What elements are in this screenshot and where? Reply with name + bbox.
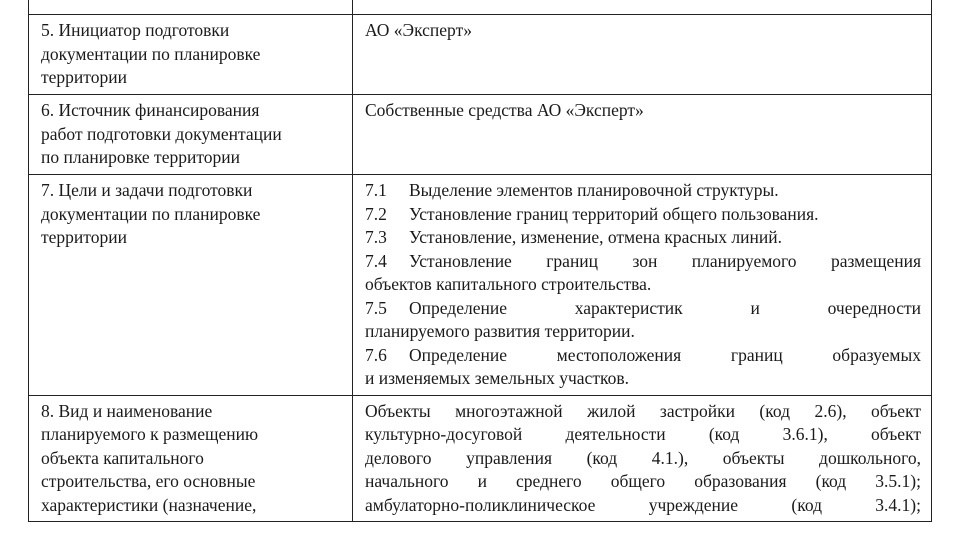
- text-line: АО «Эксперт»: [365, 20, 472, 40]
- goal-text: Установление границ территорий общего пользования.: [409, 203, 819, 224]
- goal-item: [365, 179, 921, 203]
- goal-item: [365, 203, 921, 227]
- text-line: Объекты многоэтажной жилой застройки (код 2.6), объект: [365, 400, 921, 421]
- text-line: делового управления (код 4.1.), объекты дошкольного,: [365, 447, 921, 468]
- goal-number: 7.1: [365, 180, 387, 200]
- row-5-label: [29, 15, 353, 95]
- row-6-label: [29, 95, 353, 175]
- text-line: строительства, его основные: [41, 471, 256, 491]
- goal-number: 7.4: [365, 250, 387, 271]
- table-row: [29, 15, 932, 95]
- goal-number: 7.6: [365, 344, 387, 365]
- text-line: работ подготовки документации: [41, 123, 282, 144]
- table-row: [29, 175, 932, 396]
- row-8-label: [29, 395, 353, 522]
- goal-line: [365, 344, 921, 368]
- goal-item: [365, 344, 921, 391]
- goal-line: и изменяемых земельных участков.: [365, 368, 629, 388]
- table-row: [29, 0, 932, 15]
- text-line: по планировке территории: [41, 147, 240, 167]
- text-line: документации по планировке: [41, 203, 261, 224]
- text-line: территории: [41, 227, 127, 247]
- text-line: планируемого к размещению: [41, 424, 259, 444]
- goal-number: 7.2: [365, 203, 387, 224]
- text-line: 8. Вид и наименование: [41, 400, 213, 421]
- text-line: документации по планировке: [41, 43, 261, 64]
- goal-item: [365, 226, 921, 250]
- row-7-label: [29, 175, 353, 396]
- table-row: [29, 395, 932, 522]
- row-8-value: [353, 395, 932, 522]
- goal-text: Выделение элементов планировочной структуры.: [409, 180, 779, 200]
- goal-line: [365, 297, 921, 321]
- row-7-value: [353, 175, 932, 396]
- goal-text: Определение местоположения границ образуемых: [409, 344, 921, 365]
- row-5-value: [353, 15, 932, 95]
- table-row: [29, 95, 932, 175]
- text-line: начального и среднего общего образования (код 3.5.1);: [365, 471, 921, 491]
- row-6-value: [353, 95, 932, 175]
- goal-line: объектов капитального строительства.: [365, 274, 652, 294]
- goal-text: Установление границ зон планируемого размещения: [409, 250, 921, 271]
- text-line: 6. Источник финансирования: [41, 100, 260, 120]
- goal-text: Установление, изменение, отмена красных линий.: [409, 227, 782, 247]
- text-line: 7. Цели и задачи подготовки: [41, 180, 253, 200]
- goal-line: [365, 250, 921, 274]
- text-line: культурно-досуговой деятельности (код 3.6.1), объект: [365, 424, 921, 444]
- goal-line: планируемого развития территории.: [365, 321, 635, 341]
- goal-number: 7.3: [365, 227, 387, 247]
- goal-item: [365, 250, 921, 297]
- planning-table: [28, 0, 932, 522]
- goal-number: 7.5: [365, 297, 387, 318]
- text-line: объекта капитального: [41, 447, 204, 468]
- text-line: характеристики (назначение,: [41, 494, 257, 515]
- goal-item: [365, 297, 921, 344]
- text-line: 5. Инициатор подготовки: [41, 20, 230, 40]
- table-cell-left: [29, 0, 353, 15]
- goal-text: Определение характеристик и очередности: [409, 297, 921, 318]
- text-line: Собственные средства АО «Эксперт»: [365, 100, 644, 120]
- text-line: территории: [41, 67, 127, 87]
- text-line: амбулаторно-поликлиническое учреждение (код 3.4.1);: [365, 494, 921, 515]
- table-cell-right: [353, 0, 932, 15]
